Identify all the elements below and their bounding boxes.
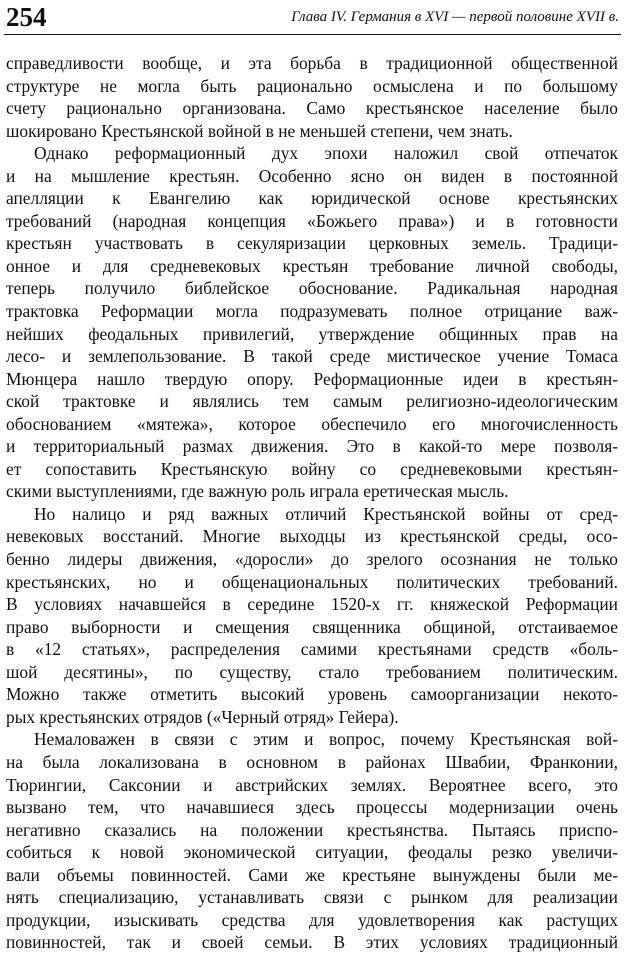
text-line: обоснованием «мятежа», которое обеспечило его многочисленность xyxy=(6,413,618,434)
text-line: крестьянских, но и общенациональных политических требований. xyxy=(6,571,618,592)
text-line: и территориальный размах движения. Это в какой-то мере позволя- xyxy=(6,436,618,457)
text-line: справедливости вообще, и эта борьба в традиционной общественной xyxy=(6,53,618,73)
text-line: крестьян участвовать в секуляризации церковных земель. Традици- xyxy=(6,233,618,254)
text-line: право выборности и смещения священника общиной, отстаиваемое xyxy=(6,616,618,637)
text-line: апелляции к Евангелию как юридической основе крестьянских xyxy=(6,188,618,209)
text-line: собиться к новой экономической ситуации, феодалы резко увеличи- xyxy=(6,842,618,863)
text-line: вали объемы повинностей. Сами же крестьяне вынуждены были ме- xyxy=(6,864,618,885)
text-line: шокировано Крестьянской войной в не меньшей степени, чем знать. xyxy=(6,120,513,141)
text-line: Мюнцера нашло твердую опору. Реформационные идеи в крестьян- xyxy=(6,368,618,389)
text-line: Однако реформационный дух эпохи наложил свой отпечаток xyxy=(34,143,618,164)
text-line: шой десятины», по существу, стало требованием политическим. xyxy=(6,661,618,682)
text-line: рых крестьянских отрядов («Черный отряд» Гейера). xyxy=(6,706,399,727)
page-header xyxy=(4,0,621,34)
text-line: на была локализована в основном в районах Швабии, Франконии, xyxy=(6,751,618,772)
text-line: трактовка Реформации могла подразумевать полное отрицание важ- xyxy=(6,301,618,322)
text-line: невековых восстаний. Многие выходцы из крестьянской среды, осо- xyxy=(6,526,618,547)
text-line: вызвано тем, что начавшиеся здесь процессы модернизации очень xyxy=(6,797,618,818)
text-line: Тюрингии, Саксонии и австрийских землях. Вероятнее всего, это xyxy=(6,774,618,795)
text-line: нять специализацию, устанавливать связи с рынком для реализации xyxy=(6,887,618,908)
text-line: лесо- и землепользование. В такой среде мистическое учение Томаса xyxy=(6,346,618,367)
text-line: скими выступлениями, где важную роль играла еретическая мысль. xyxy=(6,481,509,502)
text-line: нейших феодальных привилегий, утверждение общинных прав на xyxy=(6,323,618,344)
text-line: требований (народная концепция «Божьего права») и в готовности xyxy=(6,210,618,231)
text-line: ской трактовке и являлись тем самым религиозно-идеологическим xyxy=(6,391,618,412)
text-line: Но налицо и ряд важных отличий Крестьянской войны от сред- xyxy=(34,503,618,524)
text-line: Можно также отметить высокий уровень самоорганизации некото- xyxy=(6,684,618,705)
text-line: В условиях начавшейся в середине 1520-х гг. княжеской Реформации xyxy=(6,594,618,615)
text-line: повинностей, так и своей семьи. В этих условиях традиционный xyxy=(6,932,618,953)
text-line: продукции, изыскивать средства для удовлетворения как растущих xyxy=(6,909,618,930)
running-head: Глава IV. Германия в XVI — первой половине XVII в. xyxy=(291,9,619,25)
text-line: теперь получило библейское обоснование. Радикальная народная xyxy=(6,278,618,299)
body-text xyxy=(6,52,618,954)
text-line: счету рационально организована. Само крестьянское население было xyxy=(6,98,618,119)
text-line: структуре не могла быть рационально осмыслена и по большому xyxy=(6,75,618,96)
text-line: бенно лидеры движения, «доросли» до зрелого осознания не только xyxy=(6,549,618,570)
text-line: и на мышление крестьян. Особенно ясно он виден в постоянной xyxy=(6,165,618,186)
header-rule xyxy=(4,34,621,35)
text-line: Немаловажен в связи с этим и вопрос, почему Крестьянская вой- xyxy=(34,729,618,750)
text-line: в «12 статьях», распределения самими крестьянами средств «боль- xyxy=(6,639,618,660)
page-number: 254 xyxy=(6,2,47,32)
text-line: онное и для средневековых крестьян требование личной свободы, xyxy=(6,255,618,276)
text-line: негативно сказались на положении крестьянства. Пытаясь приспо- xyxy=(6,819,618,840)
text-line: ет сопоставить Крестьянскую войну со средневековыми крестьян- xyxy=(6,458,618,479)
